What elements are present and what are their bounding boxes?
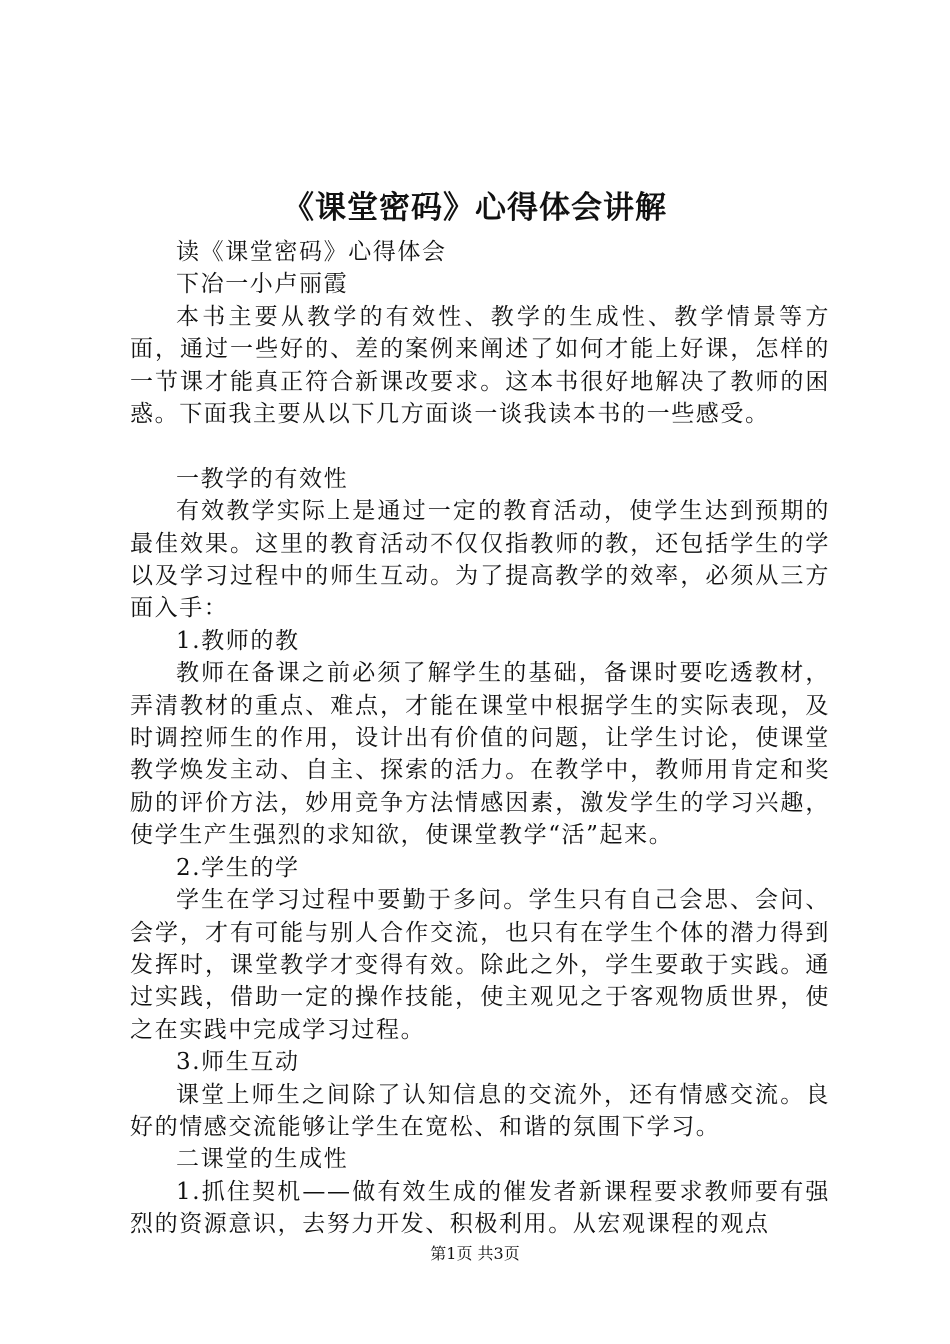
page-footer: 第1页 共3页 [430,1244,520,1263]
heading-teacher-teaching: 1.教师的教 [176,627,300,654]
paragraph-subtitle: 读《课堂密码》心得体会 [176,239,447,265]
heading-section-1: 一教学的有效性 [176,465,349,492]
heading-student-learning: 2.学生的学 [176,854,300,881]
paragraph-seize-opportunity: 1.抓住契机——做有效生成的催发者新课程要求教师要有强烈的资源意识，去努力开发、积极利用。从宏观课程的观点 [130,1178,830,1238]
paragraph-interaction: 课堂上师生之间除了认知信息的交流外，还有情感交流。良好的情感交流能够让学生在宽松、和谐的氛围下学习。 [130,1081,830,1140]
paragraph-teacher-teaching: 教师在备课之前必须了解学生的基础，备课时要吃透教材，弄清教材的重点、难点，才能在课堂中根据学生的实际表现，及时调控师生的作用，设计出有价值的问题，让学生讨论，使课堂教学焕发主动、自主、探索的活力。在教学中，教师用肯定和奖励的评价方法，妙用竞争方法情感因素，激发学生的学习兴趣，使学生产生强烈的求知欲，使课堂教学“活”起来。 [130,660,830,849]
paragraph-effective-teaching: 有效教学实际上是通过一定的教育活动，使学生达到预期的最佳效果。这里的教育活动不仅仅指教师的教，还包括学生的学以及学习过程中的师生互动。为了提高教学的效率，必须从三方面入手： [130,498,830,622]
paragraph-intro: 本书主要从教学的有效性、教学的生成性、教学情景等方面，通过一些好的、差的案例来阐述了如何才能上好课，怎样的一节课才能真正符合新课改要求。这本书很好地解决了教师的困惑。下面我主要从以下几方面谈一谈我读本书的一些感受。 [130,303,830,428]
paragraph-author: 下冶一小卢丽霞 [176,271,349,298]
document-title: 《课堂密码》心得体会讲解 [283,190,667,226]
document-body [130,236,830,1241]
paragraph-blank [130,430,830,462]
paragraph-student-learning: 学生在学习过程中要勤于多问。学生只有自己会思、会问、会学，才有可能与别人合作交流，也只有在学生个体的潜力得到发挥时，课堂教学才变得有效。除此之外，学生要敢于实践。通过实践，借助一定的操作技能，使主观见之于客观物质世界，使之在实践中完成学习过程。 [130,887,830,1043]
heading-interaction: 3.师生互动 [176,1049,300,1076]
heading-section-2: 二课堂的生成性 [176,1146,349,1173]
